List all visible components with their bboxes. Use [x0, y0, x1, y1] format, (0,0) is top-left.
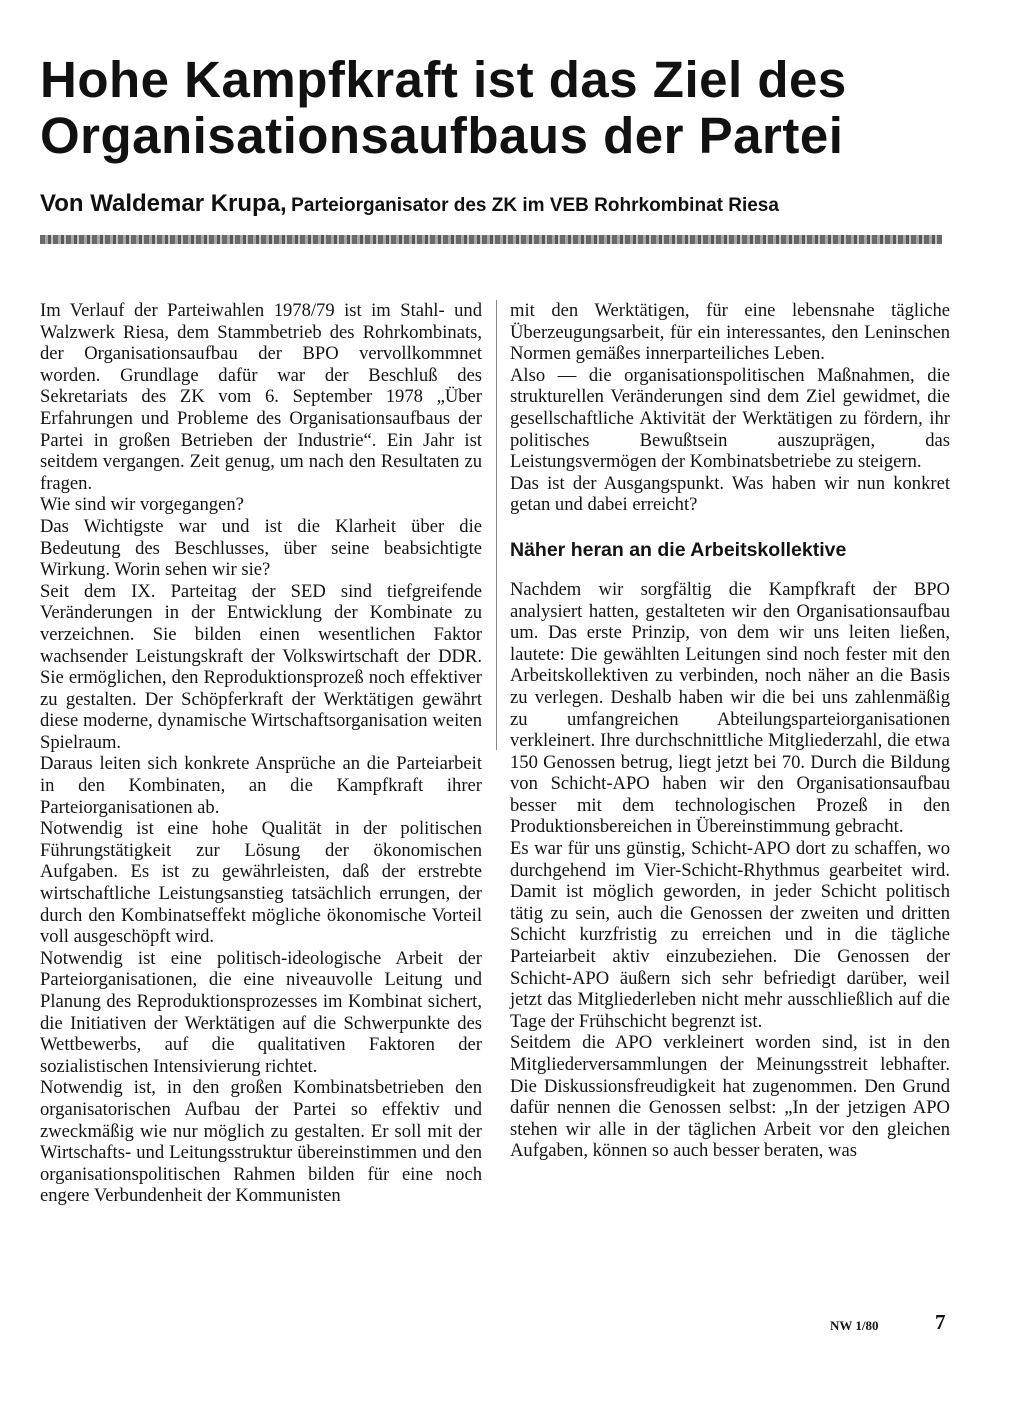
article-byline: [40, 190, 1000, 218]
paragraph: Es war für uns günstig, Schicht-APO dort zu schaffen, wo durchgehend im Vier-Schicht-Rhythmus gearbeitet wird. Damit ist möglich geworden, in jeder Schicht politisch tätig zu sein, auch die Genossen der zweiten und dritten Schicht kurzfristig zu erreichen und in die tägliche Parteiarbeit aktiv einzubeziehen. Die Genossen der Schicht-APO äußern sich sehr befriedigt darüber, weil jetzt das Mitgliederleben nicht mehr ausschließlich auf die Tage der Frühschicht begrenzt ist.: [510, 838, 950, 1032]
paragraph: Also — die organisationspolitischen Maßnahmen, die strukturellen Veränderungen sind dem Ziel gewidmet, die gesellschaftliche Aktivität der Werktätigen zu fördern, ihr politisches Bewußtsein auszuprägen, das Leistungsvermögen der Kombinatsbetriebe zu steigern.: [510, 364, 950, 473]
article-headline: Hohe Kampfkraft ist das Ziel des Organisationsaufbaus der Partei: [40, 51, 847, 164]
paragraph: Seit dem IX. Parteitag der SED sind tiefgreifende Veränderungen in der Entwicklung der Kombinate zu verzeichnen. Sie bilden einen wesentlichen Faktor wachsender Leistungskraft der Volkswirtschaft der DDR. Sie ermöglichen, den Reproduktionsprozeß noch effektiver zu gestalten. Der Schöpferkraft der Werktätigen gewährt diese moderne, dynamische Wirtschaftsorganisation weiten Spielraum.: [40, 580, 482, 753]
title-divider-rule: [40, 235, 942, 244]
column-divider: [496, 300, 497, 750]
paragraph: Notwendig ist eine politisch-ideologische Arbeit der Parteiorganisationen, die eine niveauvolle Leitung und Planung des Reproduktionsprozesses im Kombinat sichert, die Initiativen der Werktätigen auf die Schwerpunkte des Wettbewerbs, auf die qualitativen Faktoren der sozialistischen Intensivierung richtet.: [40, 947, 482, 1077]
paragraph: Daraus leiten sich konkrete Ansprüche an die Parteiarbeit in den Kombinaten, an die Kampfkraft ihrer Parteiorganisationen ab.: [40, 753, 482, 818]
paragraph: Seitdem die APO verkleinert worden sind, ist in den Mitgliederversammlungen der Meinungsstreit lebhafter. Die Diskussionsfreudigkeit hat zugenommen. Den Grund dafür nennen die Genossen selbst: „In der jetzigen APO stehen wir alle in der täglichen Arbeit vor den gleichen Aufgaben, können so auch besser beraten, was: [510, 1032, 950, 1162]
paragraph: mit den Werktätigen, für eine lebensnahe tägliche Überzeugungsarbeit, für ein interessantes, den Leninschen Normen gemäßes innerparteiliches Leben.: [510, 300, 950, 365]
page-number: 7: [935, 1310, 946, 1334]
right-column: [510, 300, 950, 1162]
paragraph: Im Verlauf der Parteiwahlen 1978/79 ist im Stahl- und Walzwerk Riesa, dem Stammbetrieb des Rohrkombinats, der Organisationsaufbau der BPO vervollkommnet worden. Grundlage dafür war der Beschluß des Sekretariats des ZK vom 6. September 1978 „Über Erfahrungen und Probleme des Organisationsaufbaus der Partei in großen Betrieben der Industrie“. Ein Jahr ist seitdem vergangen. Zeit genug, um nach den Resultaten zu fragen.: [40, 300, 482, 494]
paragraph: Wie sind wir vorgegangen?: [40, 494, 244, 516]
paragraph: Notwendig ist, in den großen Kombinatsbetrieben den organisatorischen Aufbau der Partei so effektiv und zweckmäßig wie nur möglich zu gestalten. Er soll mit der Wirtschafts- und Leitungsstruktur übereinstimmen und den organisationspolitischen Rahmen bilden für eine noch engere Verbundenheit der Kommunisten: [40, 1077, 482, 1207]
paragraph: Nachdem wir sorgfältig die Kampfkraft der BPO analysiert hatten, gestalteten wir den Organisationsaufbau um. Das erste Prinzip, von dem wir uns leiten ließen, lautete: Die gewählten Leitungen sind noch fester mit den Arbeitskollektiven zu verbinden, noch näher an die Basis zu verlegen. Deshalb haben wir die bei uns zahlenmäßig zu umfangreichen Abteilungsparteiorganisationen verkleinert. Ihre durchschnittliche Mitgliederzahl, die etwa 150 Genossen betrug, liegt jetzt bei 70. Durch die Bildung von Schicht-APO haben wir den Organisationsaufbau besser mit dem technologischen Prozeß in den Produktionsbereichen in Übereinstimmung gebracht.: [510, 578, 950, 838]
byline-author: Von Waldemar Krupa,: [40, 190, 287, 217]
paragraph: Notwendig ist eine hohe Qualität in der politischen Führungstätigkeit zur Lösung der ökonomischen Aufgaben. Es ist zu gewährleisten, daß der erstrebte wirtschaftliche Leistungsanstieg tatsächlich errungen, der durch den Kombinatseffekt mögliche ökonomische Vorteil voll ausgeschöpft wird.: [40, 818, 482, 948]
paragraph: Das Wichtigste war und ist die Klarheit über die Bedeutung des Beschlusses, über seine beabsichtigte Wirkung. Worin sehen wir sie?: [40, 515, 482, 581]
left-column: [40, 300, 482, 1207]
issue-label: NW 1/80: [830, 1318, 879, 1333]
byline-role: Parteiorganisator des ZK im VEB Rohrkombinat Riesa: [291, 195, 779, 216]
section-subheading: Näher heran an die Arbeitskollektive: [510, 538, 847, 561]
paragraph: Das ist der Ausgangspunkt. Was haben wir nun konkret getan und dabei erreicht?: [510, 472, 950, 516]
